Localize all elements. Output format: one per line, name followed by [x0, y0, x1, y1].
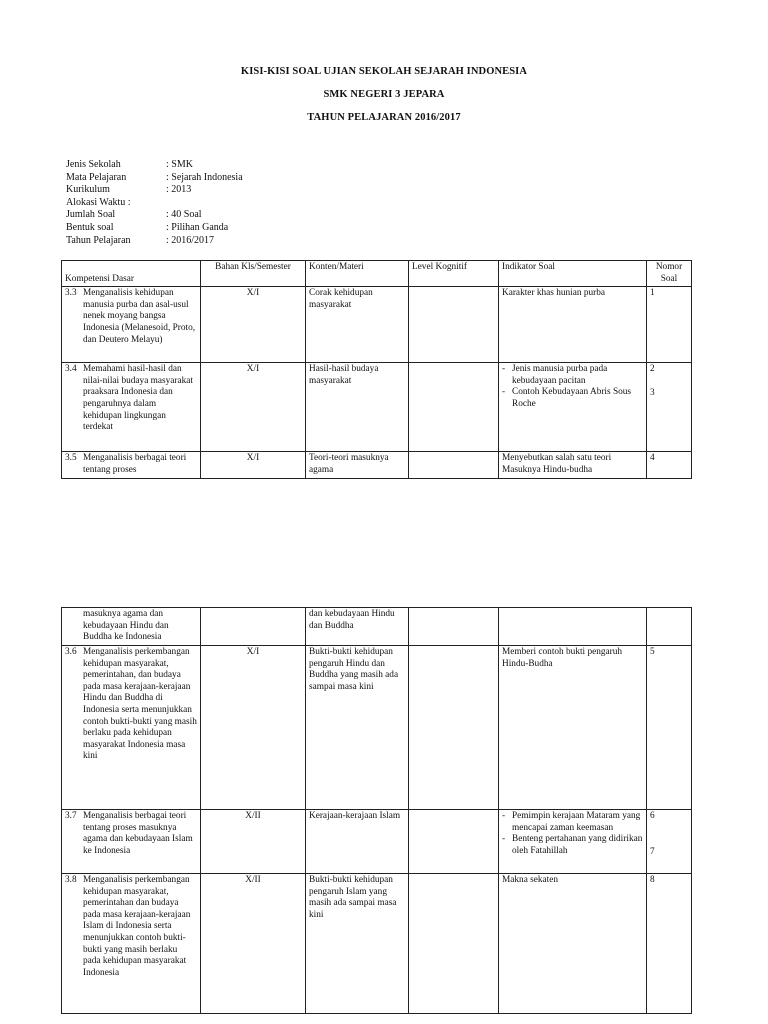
header-materi: Konten/Materi: [306, 261, 409, 287]
cell-materi: dan kebudayaan Hindu dan Buddha: [306, 608, 409, 646]
cell-indikator: [499, 608, 647, 646]
cell-nomor: 4: [647, 452, 692, 479]
kd-text: Menganalisis berbagai teori tentang proses: [83, 453, 187, 475]
cell-kelas: X/II: [201, 810, 306, 874]
cell-materi: Hasil-hasil budaya masyarakat: [306, 363, 409, 452]
info-label: Bentuk soal: [66, 221, 114, 233]
cell-nomor: [647, 363, 692, 452]
kd-number: 3.7: [65, 811, 77, 821]
header-kompetensi-dasar: Kompetensi Dasar: [62, 261, 201, 287]
cell-kompetensi-dasar: [62, 452, 201, 479]
cell-kompetensi-dasar: [62, 810, 201, 874]
cell-level: [409, 287, 499, 363]
cell-kompetensi-dasar: [62, 874, 201, 1014]
cell-indikator: [499, 810, 647, 874]
kd-text: Menganalisis perkembangan kehidupan masyarakat, pemerintahan dan budaya pada masa kerajaan-kerajaan Islam di Indonesia serta menunjukkan contoh bukti-bukti yang masih berlaku pada kehidupan masyarakat Indonesia: [83, 875, 191, 978]
kd-number: 3.5: [65, 453, 77, 464]
cell-level: [409, 608, 499, 646]
kd-number: 3.4: [65, 364, 77, 375]
kisi-kisi-table-part-1: [61, 260, 692, 479]
cell-kelas: X/I: [201, 452, 306, 479]
nomor-item: 7: [650, 846, 655, 857]
info-value: : 2016/2017: [166, 234, 215, 246]
school-name: SMK NEGERI 3 JEPARA: [323, 89, 445, 100]
cell-materi: Corak kehidupan masyarakat: [306, 287, 409, 363]
kd-number: 3.3: [65, 288, 77, 299]
cell-indikator: Makna sekaten: [499, 874, 647, 1014]
cell-materi: Bukti-bukti kehidupan pengaruh Hindu dan Buddha yang masih ada sampai masa kini: [306, 646, 409, 810]
info-label: Kurikulum: [66, 184, 110, 196]
cell-kompetensi-dasar: [62, 287, 201, 363]
cell-materi: Bukti-bukti kehidupan pengaruh Islam yang masih ada sampai masa kini: [306, 874, 409, 1014]
kd-text: Menganalisis perkembangan kehidupan masyarakat, pemerintahan, dan budaya pada masa kerajaan-kerajaan Hindu dan Buddha di Indonesia serta menunjukkan contoh bukti-bukti yang masih berlaku pada kehidupan masyarakat Indonesia masa kini: [83, 647, 197, 762]
cell-level: [409, 452, 499, 479]
info-value: : SMK: [166, 159, 193, 170]
document-title: KISI-KISI SOAL UJIAN SEKOLAH SEJARAH INDONESIA: [240, 66, 528, 77]
cell-kelas: X/II: [201, 874, 306, 1014]
kisi-kisi-table-part-2: [61, 607, 692, 1014]
cell-kelas: [201, 608, 306, 646]
info-value: : Sejarah Indonesia: [166, 171, 243, 183]
table-row: [62, 363, 692, 452]
kd-number: 3.8: [65, 875, 77, 885]
nomor-item: 6: [650, 811, 655, 821]
cell-materi: Kerajaan-kerajaan Islam: [306, 810, 409, 874]
info-label: Jenis Sekolah: [66, 159, 121, 170]
table-header-row: [62, 261, 692, 287]
kd-text: Menganalisis berbagai teori tentang proses masuknya agama dan kebudayaan Islam ke Indonesia: [83, 811, 193, 856]
cell-nomor: 5: [647, 646, 692, 810]
cell-kompetensi-dasar: [62, 363, 201, 452]
cell-indikator: [499, 363, 647, 452]
cell-indikator: Memberi contoh bukti pengaruh Hindu-Budha: [499, 646, 647, 810]
nomor-item: 2: [650, 364, 655, 375]
kd-text: masuknya agama dan kebudayaan Hindu dan Buddha ke Indonesia: [83, 609, 169, 643]
header-indikator: Indikator Soal: [499, 261, 647, 287]
info-label: Tahun Pelajaran: [66, 234, 131, 246]
cell-nomor: [647, 608, 692, 646]
cell-kelas: X/I: [201, 287, 306, 363]
table-row: [62, 287, 692, 363]
table-row: [62, 646, 692, 810]
cell-materi: Teori-teori masuknya agama: [306, 452, 409, 479]
header-nomor-soal: Nomor Soal: [647, 261, 692, 287]
cell-kompetensi-dasar: [62, 608, 201, 646]
indikator-item: - Benteng pertahanan yang didirikan oleh Fatahillah: [502, 834, 643, 856]
kd-number: 3.6: [65, 647, 77, 657]
header-kelas-semester: Bahan Kls/Semester: [201, 261, 306, 287]
academic-year: TAHUN PELAJARAN 2016/2017: [307, 112, 461, 123]
table-row: [62, 874, 692, 1014]
header-level-kognitif: Level Kognitif: [409, 261, 499, 287]
cell-level: [409, 810, 499, 874]
info-value: : Pilihan Ganda: [166, 221, 229, 233]
cell-level: [409, 874, 499, 1014]
indikator-item: - Pemimpin kerajaan Mataram yang mencapai zaman keemasan: [502, 811, 641, 833]
kd-text: Memahami hasil-hasil dan nilai-nilai budaya masyarakat praaksara Indonesia dan pengaruhnya dalam kehidupan lingkungan terdekat: [83, 364, 193, 433]
cell-nomor: 1: [647, 287, 692, 363]
table-row: [62, 608, 692, 646]
info-label: Mata Pelajaran: [66, 171, 127, 183]
kd-text: Menganalisis kehidupan manusia purba dan asal-usul nenek moyang bangsa Indonesia (Melanesoid, Proto, dan Deutero Melayu): [83, 288, 196, 345]
kd-number: [65, 609, 83, 644]
indikator-item: - Contoh Kebudayaan Abris Sous Roche: [502, 387, 632, 409]
table-row: [62, 810, 692, 874]
table-row: [62, 452, 692, 479]
nomor-item: 3: [650, 387, 655, 398]
cell-level: [409, 363, 499, 452]
indikator-item: - Jenis manusia purba pada kebudayaan pacitan: [502, 364, 608, 386]
info-value: : 2013: [166, 184, 192, 196]
info-value: : 40 Soal: [166, 209, 202, 221]
info-label: Jumlah Soal: [66, 209, 116, 221]
cell-level: [409, 646, 499, 810]
cell-nomor: 8: [647, 874, 692, 1014]
cell-nomor: [647, 810, 692, 874]
cell-kelas: X/I: [201, 363, 306, 452]
cell-indikator: Menyebutkan salah satu teori Masuknya Hindu-budha: [499, 452, 647, 479]
cell-kelas: X/I: [201, 646, 306, 810]
info-label: Alokasi Waktu :: [66, 196, 131, 208]
cell-indikator: Karakter khas hunian purba: [499, 287, 647, 363]
cell-kompetensi-dasar: [62, 646, 201, 810]
